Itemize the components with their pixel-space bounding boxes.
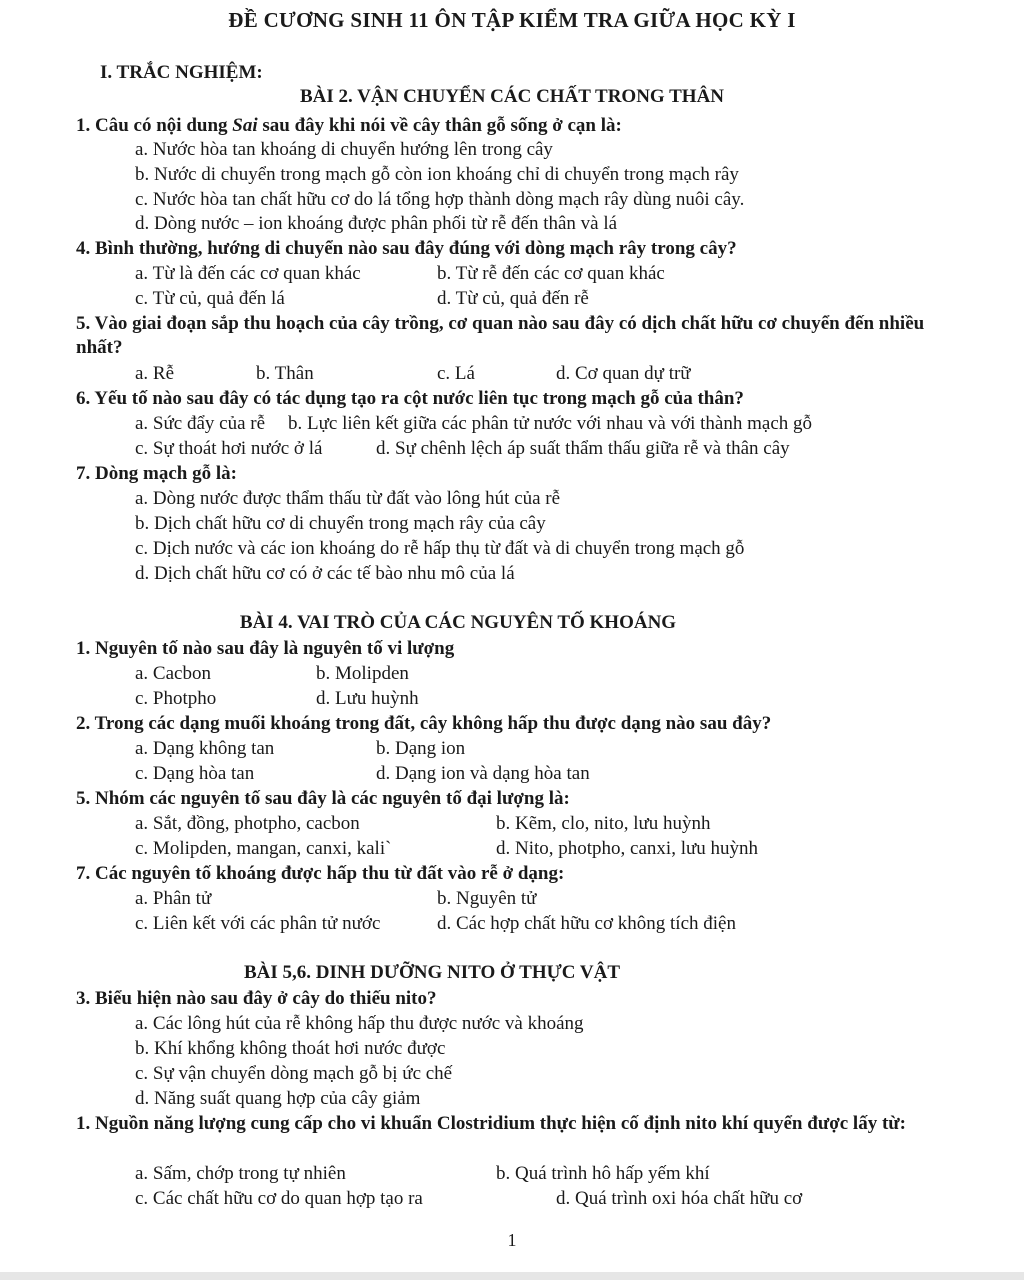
answer-option: d. Năng suất quang hợp của cây giảm: [135, 1088, 421, 1109]
answer-option: b. Molipden: [316, 663, 409, 684]
answer-option: c. Liên kết với các phân tử nước: [135, 913, 381, 934]
question: 7. Các nguyên tố khoáng được hấp thu từ đất vào rễ ở dạng:: [76, 863, 565, 884]
question: 1. Nguyên tố nào sau đây là nguyên tố vi lượng: [76, 638, 455, 659]
answer-option: a. Sấm, chớp trong tự nhiên: [135, 1163, 346, 1184]
answer-option: a. Sức đẩy của rễ: [135, 413, 266, 434]
answer-option: a. Nước hòa tan khoáng di chuyển hướng lên trong cây: [135, 139, 553, 160]
answer-option: a. Từ là đến các cơ quan khác: [135, 263, 361, 284]
answer-option: c. Photpho: [135, 688, 217, 709]
answer-option: b. Từ rễ đến các cơ quan khác: [437, 263, 665, 284]
answer-option: a. Phân tử: [135, 888, 212, 909]
question: 1. Câu có nội dung Sai sau đây khi nói về cây thân gỗ sống ở cạn là:: [76, 115, 622, 136]
answer-option: c. Molipden, mangan, canxi, kali`: [135, 838, 392, 859]
document-title: ĐỀ CƯƠNG SINH 11 ÔN TẬP KIỂM TRA GIỮA HỌC KỲ I: [228, 8, 796, 32]
answer-option: a. Dạng không tan: [135, 738, 275, 759]
lesson-title: BÀI 5,6. DINH DƯỠNG NITO Ở THỰC VẬT: [243, 962, 620, 983]
answer-option: d. Dạng ion và dạng hòa tan: [376, 763, 590, 784]
answer-option: d. Từ củ, quả đến rễ: [437, 288, 589, 309]
answer-option: d. Quá trình oxi hóa chất hữu cơ: [556, 1188, 803, 1209]
answer-option: b. Nguyên tử: [437, 888, 537, 909]
answer-option: d. Lưu huỳnh: [316, 688, 419, 709]
answer-option: a. Sắt, đồng, photpho, cacbon: [135, 813, 360, 834]
lesson-title: BÀI 4. VAI TRÒ CỦA CÁC NGUYÊN TỐ KHOÁNG: [239, 612, 677, 633]
lesson-title: BÀI 2. VẬN CHUYỂN CÁC CHẤT TRONG THÂN: [299, 86, 725, 107]
answer-option: c. Sự thoát hơi nước ở lá: [135, 438, 323, 459]
answer-option: a. Các lông hút của rễ không hấp thu được nước và khoáng: [135, 1013, 584, 1034]
question: 1. Nguồn năng lượng cung cấp cho vi khuẩn Clostridium thực hiện cố định nito khí quyển được lấy từ:: [76, 1113, 907, 1134]
answer-option: b. Dịch chất hữu cơ di chuyển trong mạch rây của cây: [135, 513, 546, 534]
answer-option: c. Lá: [437, 363, 475, 384]
question: 2. Trong các dạng muối khoáng trong đất, cây không hấp thu được dạng nào sau đây?: [76, 713, 772, 734]
answer-option: a. Rễ: [135, 363, 175, 384]
answer-option: a. Cacbon: [135, 663, 211, 684]
answer-option: c. Nước hòa tan chất hữu cơ do lá tổng hợp thành dòng mạch rây dùng nuôi cây.: [135, 189, 745, 210]
answer-option: d. Các hợp chất hữu cơ không tích điện: [437, 913, 736, 934]
answer-option: b. Dạng ion: [376, 738, 466, 759]
answer-option: c. Sự vận chuyển dòng mạch gỗ bị ức chế: [135, 1063, 453, 1084]
question: 4. Bình thường, hướng di chuyển nào sau đây đúng với dòng mạch rây trong cây?: [76, 238, 737, 259]
answer-option: d. Sự chênh lệch áp suất thẩm thấu giữa rễ và thân cây: [376, 438, 790, 459]
answer-option: d. Dịch chất hữu cơ có ở các tế bào nhu mô của lá: [135, 563, 515, 584]
answer-option: b. Khí khổng không thoát hơi nước được: [135, 1038, 446, 1059]
answer-option: b. Lực liên kết giữa các phân tử nước với nhau và với thành mạch gỗ: [288, 413, 813, 434]
answer-option: c. Các chất hữu cơ do quan hợp tạo ra: [135, 1188, 423, 1209]
question: 3. Biểu hiện nào sau đây ở cây do thiếu nito?: [76, 988, 437, 1009]
question: 5. Nhóm các nguyên tố sau đây là các nguyên tố đại lượng là:: [76, 788, 570, 809]
question: 7. Dòng mạch gỗ là:: [76, 463, 237, 484]
answer-option: b. Quá trình hô hấp yếm khí: [496, 1163, 710, 1184]
answer-option: b. Nước di chuyển trong mạch gỗ còn ion khoáng chỉ di chuyển trong mạch rây: [135, 164, 739, 185]
viewer-bottom-strip: [0, 1272, 1024, 1280]
answer-option: d. Cơ quan dự trữ: [556, 363, 691, 384]
answer-option: c. Từ củ, quả đến lá: [135, 288, 285, 309]
answer-option: a. Dòng nước được thẩm thấu từ đất vào lông hút của rễ: [135, 488, 561, 509]
page-number: 1: [507, 1230, 517, 1250]
answer-option: d. Dòng nước – ion khoáng được phân phối từ rễ đến thân và lá: [135, 213, 618, 234]
answer-option: c. Dạng hòa tan: [135, 763, 255, 784]
question: 6. Yếu tố nào sau đây có tác dụng tạo ra cột nước liên tục trong mạch gỗ của thân?: [76, 388, 744, 409]
answer-option: b. Thân: [256, 363, 314, 384]
part-title: I. TRẮC NGHIỆM:: [100, 62, 263, 83]
answer-option: c. Dịch nước và các ion khoáng do rễ hấp thụ từ đất và di chuyển trong mạch gỗ: [135, 538, 745, 559]
answer-option: d. Nito, photpho, canxi, lưu huỳnh: [496, 838, 759, 859]
question: 5. Vào giai đoạn sắp thu hoạch của cây trồng, cơ quan nào sau đây có dịch chất hữu cơ chuyển đến nhiều nhất?: [76, 313, 925, 358]
answer-option: b. Kẽm, clo, nito, lưu huỳnh: [496, 813, 711, 834]
